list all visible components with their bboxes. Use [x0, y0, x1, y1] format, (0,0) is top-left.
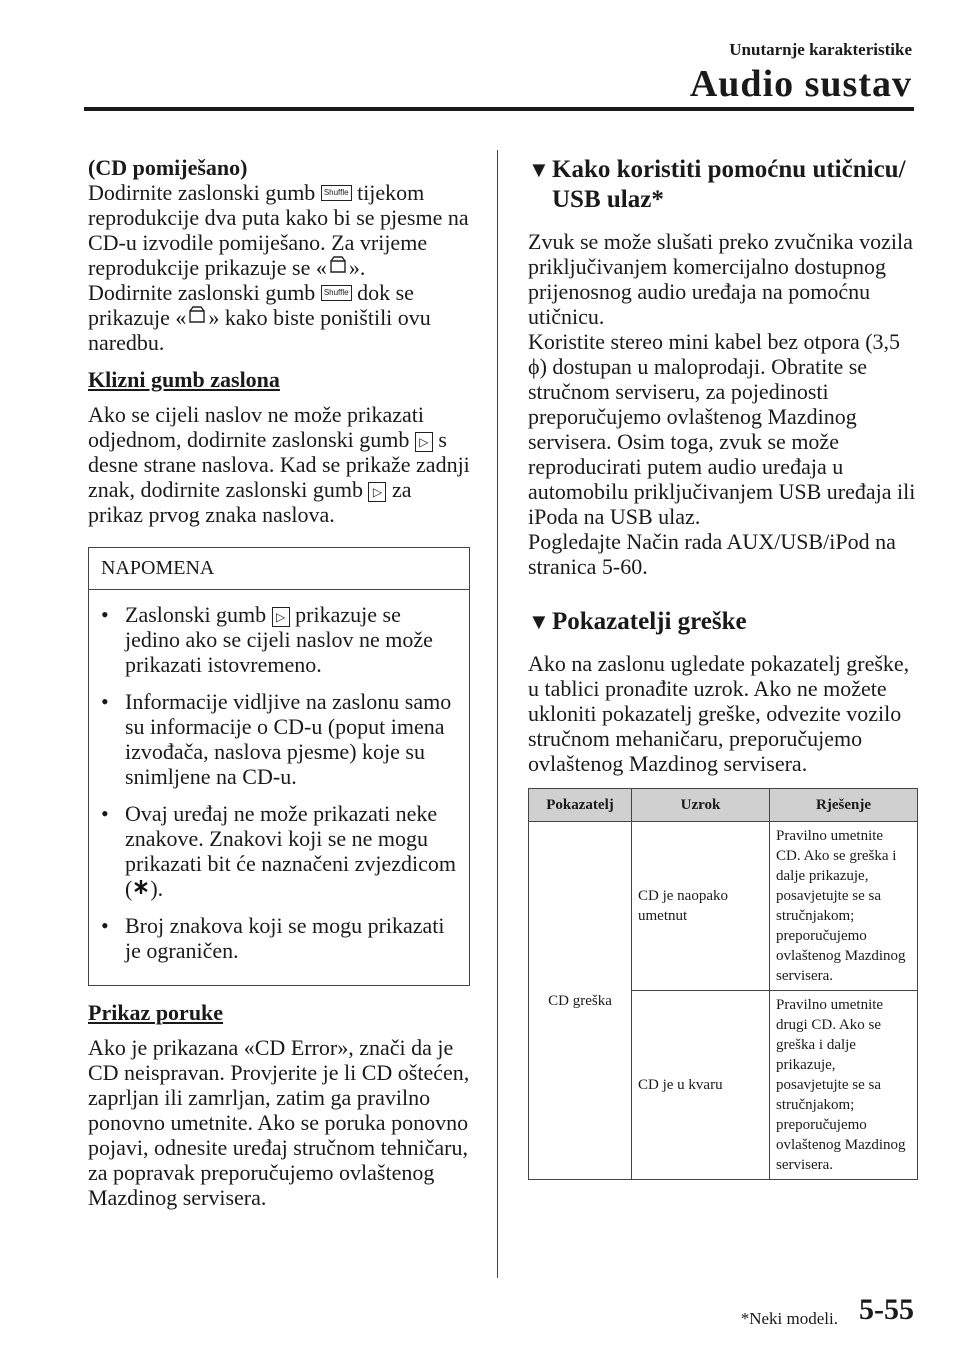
table-cell: CD je u kvaru — [632, 991, 770, 1180]
table-header: Uzrok — [632, 789, 770, 822]
note-item: • Zaslonski gumb ▷ prikazuje se jedino ako se cijeli naslov ne može prikazati istovremeno. — [101, 602, 433, 677]
note-item: • Ovaj uređaj ne može prikazati neke znakove. Znakovi koji se ne mogu prikazati bit će naznačeni zvjezdicom ( ). — [101, 801, 457, 901]
shuffle-paragraph — [88, 155, 470, 355]
message-heading: Prikaz poruke — [88, 1000, 224, 1025]
table-row — [529, 822, 918, 991]
scroll-button-icon: ▷ — [272, 607, 290, 627]
section-title: Pokazatelji greške — [552, 608, 747, 635]
aux-text-a: Zvuk se može slušati preko zvučnika vozila priključivanjem komercijalno dostupnog prijenosnog audio uređaja na pomoćnu utičnicu. — [528, 229, 913, 329]
scroll-button-icon: ▷ — [368, 482, 386, 502]
section-title: Kako koristiti pomoćnu utičnicu/ USB ulaz* — [552, 156, 906, 213]
header-subtitle: Unutarnje karakteristike — [729, 40, 912, 59]
table-header: Rješenje — [770, 789, 918, 822]
scroll-text-c: za prikaz prvog znaka naslova. — [88, 477, 412, 527]
table-header: Pokazatelj — [529, 789, 632, 822]
shuffle-text-e: dok se prikazuje « — [88, 280, 414, 330]
shuffle-text-b: tijekom reprodukcije dva puta kako bi se pjesme na CD-u izvodile pomiješano. Za vrijeme reprodukcije prikazuje se « — [88, 180, 469, 280]
note-title: NAPOMENA — [89, 548, 469, 590]
note-text: ). — [150, 876, 164, 901]
aux-usb-heading — [528, 155, 920, 215]
message-paragraph: Ako je prikazana «CD Error», znači da je CD neispravan. Provjerite je li CD oštećen, zaprljan ili zamrljan, zatim ga pravilno ponovno umetnite. Ako se poruka ponovno pojavi, odnesite uređaj stručnom tehničaru, za popravak preporučujemo ovlaštenog Mazdinog servisera. — [88, 1035, 470, 1210]
error-table — [528, 788, 918, 1180]
note-text: Zaslonski gumb — [125, 602, 267, 627]
shuffle-heading: (CD pomiješano) — [88, 155, 248, 180]
footnote: *Neki modeli. — [740, 1309, 838, 1328]
aux-text-b: Koristite stereo mini kabel bez otpora (3,5 ϕ) dostupan u maloprodaji. Obratite se stručnom serviseru, za pojedinosti preporučujemo ovlaštenog Mazdinog servisera. Osim toga, zvuk se može reproducirati putem audio uređaja u automobilu priključivanjem USB uređaja ili iPoda na USB ulaz. — [528, 329, 916, 529]
table-cell: Pravilno umetnite drugi CD. Ako se greška i dalje prikazuje, posavjetujte se sa stručnjakom; preporučujemo ovlaštenog Mazdinog servisera. — [770, 991, 918, 1180]
table-cell: CD greška — [529, 822, 632, 1180]
shuffle-text-c: ». — [348, 255, 366, 280]
page-number: 5-55 — [859, 1293, 914, 1326]
note-list — [89, 590, 469, 985]
asterisk-icon — [132, 876, 150, 901]
scroll-button-heading: Klizni gumb zaslona — [88, 367, 280, 392]
note-text: Broj znakova koji se mogu prikazati je ograničen. — [125, 913, 445, 963]
aux-text-c: Pogledajte Način rada AUX/USB/iPod na stranica 5-60. — [528, 529, 896, 579]
triangle-icon: ▼ — [528, 609, 550, 634]
note-item: • Informacije vidljive na zaslonu samo su informacije o CD-u (poput imena izvođača, naslova pjesme) koje su snimljene na CD-u. — [101, 689, 457, 789]
column-divider — [497, 150, 498, 1278]
page-title: Audio sustav — [689, 63, 912, 105]
shuffle-text-a: Dodirnite zaslonski gumb — [88, 180, 316, 205]
scroll-text-b: s desne strane naslova. Kad se prikaže zadnji znak, dodirnite zaslonski gumb — [88, 427, 470, 502]
note-text: Ovaj uređaj ne može prikazati neke znakove. Znakovi koji se ne mogu prikazati bit će naznačeni zvjezdicom ( — [125, 801, 457, 901]
table-cell: Pravilno umetnite CD. Ako se greška i dalje prikazuje, posavjetujte se sa stručnjakom; preporučujemo ovlaštenog Mazdinog servisera. — [770, 822, 918, 991]
header-rule — [84, 107, 914, 111]
shuffle-button-icon: Shuffle — [321, 185, 352, 201]
note-text: prikazuje se jedino ako se cijeli naslov ne može prikazati istovremeno. — [125, 602, 433, 677]
error-paragraph: Ako na zaslonu ugledate pokazatelj greške, u tablici pronađite uzrok. Ako ne možete ukloniti pokazatelj greške, odvezite vozilo stručnom mehaničaru, preporučujemo ovlaštenog Mazdinog servisera. — [528, 651, 910, 776]
note-item: • Broj znakova koji se mogu prikazati je ograničen. — [101, 913, 457, 963]
shuffle-button-icon: Shuffle — [321, 285, 352, 301]
shuffle-indicator-icon — [327, 255, 349, 280]
right-column — [528, 155, 920, 1180]
left-column — [88, 155, 470, 1222]
aux-paragraph — [528, 229, 920, 579]
note-box — [88, 547, 470, 986]
scroll-paragraph — [88, 402, 470, 527]
scroll-button-icon: ▷ — [415, 432, 433, 452]
scroll-text-a: Ako se cijeli naslov ne može prikazati odjednom, dodirnite zaslonski gumb — [88, 402, 424, 452]
shuffle-text-f: » kako biste poništili ovu naredbu. — [88, 305, 431, 355]
shuffle-indicator-icon — [186, 305, 208, 330]
note-text: Informacije vidljive na zaslonu samo su informacije o CD-u (poput imena izvođača, naslova pjesme) koje su snimljene na CD-u. — [125, 689, 452, 789]
shuffle-text-d: Dodirnite zaslonski gumb — [88, 280, 316, 305]
table-cell: CD je naopako umetnut — [632, 822, 770, 991]
error-indicators-heading — [528, 607, 920, 637]
triangle-icon: ▼ — [528, 157, 550, 182]
